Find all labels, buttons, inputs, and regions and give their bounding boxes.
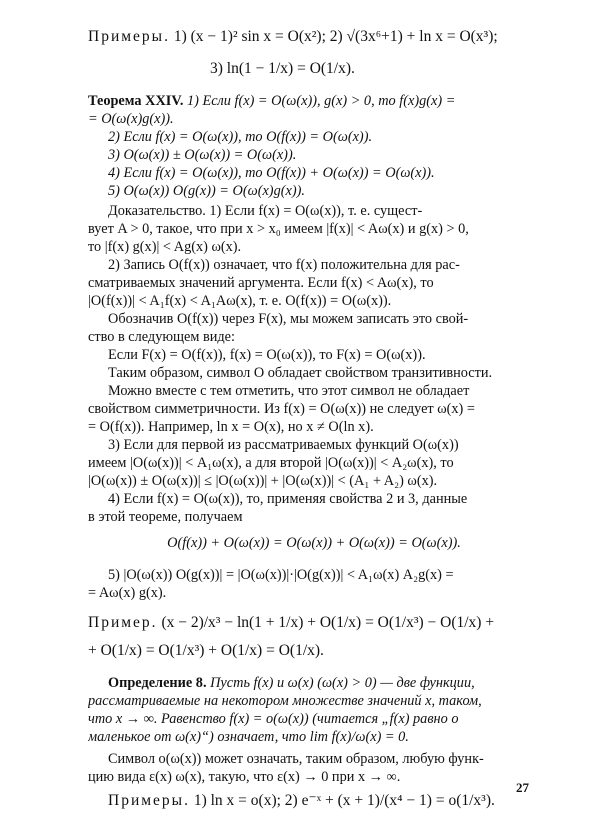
definition-line: рассматриваемые на некотором множестве значений x, таком, (88, 693, 482, 709)
proof-line: 2) Запись O(f(x)) означает, что f(x) положительна для рас- (108, 257, 460, 273)
examples-final-label: Примеры. (108, 792, 190, 809)
definition-text: Пусть f(x) и ω(x) (ω(x) > 0) — две функции, (210, 675, 475, 691)
proof-line: Таким образом, символ O обладает свойством транзитивности. (108, 365, 493, 381)
theorem-item-1a: 1) Если f(x) = O(ω(x)), g(x) > 0, то f(x)g(x) = (187, 93, 456, 109)
example-line-2: + O(1/x) = O(1/x³) + O(1/x) = O(1/x). (88, 642, 324, 659)
theorem-item-1b: = O(ω(x)g(x)). (88, 111, 174, 127)
examples-final (108, 792, 508, 810)
proof-line: то |f(x) g(x)| < Ag(x) ω(x). (88, 239, 242, 255)
proof-line: вует A > 0, такое, что при x > x₀ имеем |f(x)| < Aω(x) и g(x) > 0, (88, 221, 469, 237)
display-formula: O(f(x)) + O(ω(x)) = O(ω(x)) + O(ω(x)) = O(ω(x)). (167, 535, 461, 551)
examples-final-formula: 1) ln x = o(x); 2) e⁻ˣ + (x + 1)/(x⁴ − 1) = o(1/x³). (193, 792, 495, 809)
proof-line: Доказательство. 1) Если f(x) = O(ω(x)), т. е. сущест- (108, 203, 423, 219)
proof-item-5a: 5) |O(ω(x)) O(g(x))| = |O(ω(x))|·|O(g(x))| < A₁ω(x) A₂g(x) = (108, 567, 454, 583)
proof-item-5b: = Aω(x) g(x). (88, 585, 167, 601)
proof-line: имеем |O(ω(x))| < A₁ω(x), а для второй |O(ω(x))| < A₂ω(x), то (88, 455, 454, 471)
example-line-1 (88, 614, 540, 632)
theorem-item-3: 3) O(ω(x)) ± O(ω(x)) = O(ω(x)). (108, 147, 297, 163)
proof-line: Обозначив O(f(x)) через F(x), мы можем записать это свой- (108, 311, 469, 327)
proof-line: = O(f(x)). Например, ln x = O(x), но x ≠ O(ln x). (88, 419, 374, 435)
proof-line: Если F(x) = O(f(x)), f(x) = O(ω(x)), то F(x) = O(ω(x)). (108, 347, 426, 363)
proof-line: сматриваемых значений аргумента. Если f(x) < Aω(x), то (88, 275, 434, 291)
theorem-item-2: 2) Если f(x) = O(ω(x)), то O(f(x)) = O(ω(x)). (108, 129, 373, 145)
proof-line: 4) Если f(x) = O(ω(x)), то, применяя свойства 2 и 3, данные (108, 491, 468, 507)
proof-line: в этой теореме, получаем (88, 509, 243, 525)
examples-line-1 (88, 28, 540, 46)
example-label: Пример. (88, 614, 158, 631)
proof-line: Можно вместе с тем отметить, что этот символ не обладает (108, 383, 470, 399)
definition-line: маленькое от ω(x)“) означает, что lim f(x)/ω(x) = 0. (88, 729, 409, 745)
examples-formula-1: 1) (x − 1)² sin x = O(x²); 2) √(3x⁶+1) + ln x = O(x³); (173, 28, 498, 45)
proof-line: 3) Если для первой из рассматриваемых функций O(ω(x)) (108, 437, 459, 453)
proof-line: свойством симметричности. Из f(x) = O(ω(x)) не следует ω(x) = (88, 401, 475, 417)
definition-label: Определение 8. (108, 675, 207, 691)
theorem-item-5: 5) O(ω(x)) O(g(x)) = O(ω(x)g(x)). (108, 183, 305, 199)
closing-line: Символ o(ω(x)) может означать, таким образом, любую функ- (108, 751, 484, 767)
definition-line-1 (108, 674, 540, 692)
closing-line: цию вида ε(x) ω(x), такую, что ε(x) → 0 при x → ∞. (88, 769, 401, 785)
page-number: 27 (516, 780, 529, 795)
examples-line-2: 3) ln(1 − 1/x) = O(1/x). (210, 60, 355, 77)
examples-label: Примеры. (88, 28, 170, 45)
proof-line: |O(ω(x)) ± O(ω(x))| ≤ |O(ω(x))| + |O(ω(x))| < (A₁ + A₂) ω(x). (88, 473, 438, 489)
theorem-label: Теорема XXIV. (88, 93, 184, 109)
theorem-item-4: 4) Если f(x) = O(ω(x)), то O(f(x)) + O(ω(x)) = O(ω(x)). (108, 165, 435, 181)
example-formula-1: (x − 2)/x³ − ln(1 + 1/x) + O(1/x) = O(1/x³) − O(1/x) + (161, 614, 495, 631)
theorem-line-1 (88, 92, 540, 110)
definition-line: что x → ∞. Равенство f(x) = o(ω(x)) (читается „f(x) равно o (88, 711, 459, 727)
proof-line: ство в следующем виде: (88, 329, 236, 345)
proof-line: |O(f(x))| < A₁f(x) < A₁Aω(x), т. е. O(f(x)) = O(ω(x)). (88, 293, 392, 309)
